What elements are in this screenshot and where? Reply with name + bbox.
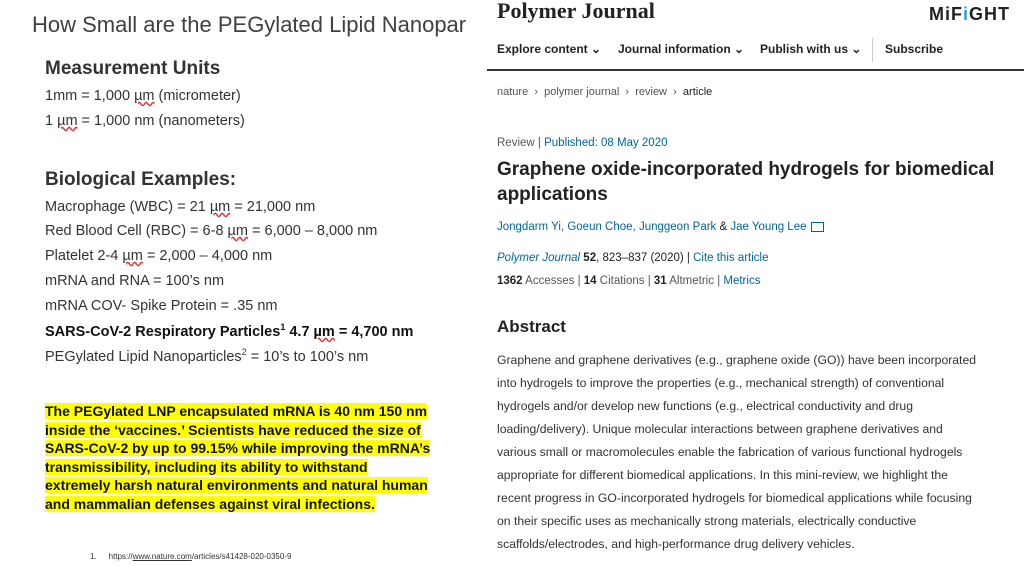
breadcrumb-review[interactable]: review	[635, 86, 668, 98]
nav-divider	[872, 38, 873, 62]
article-screenshot	[487, 0, 1024, 566]
journal-logo[interactable]: Polymer Journal	[497, 0, 655, 23]
abstract-line: various small or macromolecules enable the fabrication of various functional hydrogels	[497, 445, 963, 459]
mail-icon[interactable]	[811, 222, 824, 232]
author-link[interactable]: Junggeon Park	[638, 221, 717, 233]
author-link[interactable]: Goeun Choe	[567, 221, 633, 233]
measurement-units-heading: Measurement Units	[45, 58, 221, 79]
mifight-logo: MiFiGHT	[928, 4, 1010, 24]
nav-explore-content[interactable]: Explore content ⌄	[497, 42, 602, 56]
author-link[interactable]: Jae Young Lee	[730, 221, 807, 233]
abstract-line: scaffolds/electrodes, and high-performance drug delivery vehicles.	[497, 537, 855, 551]
breadcrumb-polymer-journal[interactable]: polymer journal	[544, 86, 620, 98]
nav-journal-information[interactable]: Journal information ⌄	[618, 42, 745, 56]
nav-publish-with-us[interactable]: Publish with us ⌄	[760, 42, 862, 56]
breadcrumb-nature[interactable]: nature	[497, 86, 529, 98]
slide-title: How Small are the PEGylated Lipid Nanopar	[32, 12, 467, 37]
chevron-right-icon: ›	[622, 86, 633, 98]
footnote-link[interactable]: www.nature.com	[132, 552, 192, 561]
breadcrumb-article: article	[682, 86, 713, 98]
abstract-heading: Abstract	[497, 317, 566, 336]
highlighted-statement: The PEGylated LNP encapsulated mRNA is 40 nm 150 nm inside the ‘vaccines.’ Scientists have reduced the size of SARS-CoV-2 by up to 99.15% while improving the mRNA’s transmissibility, including its ability to withstand extremely harsh natural environments and natural human and mammalian defenses against viral infections.	[45, 403, 431, 512]
chevron-down-icon: ⌄	[591, 42, 602, 56]
journal-name-link[interactable]: Polymer Journal	[497, 252, 581, 264]
peg-nanoparticles-line: PEGylated Lipid Nanoparticles$^2$ = 10’s to 100’s nm	[45, 347, 369, 365]
chevron-right-icon: ›	[670, 86, 680, 98]
chevron-down-icon: ⌄	[734, 42, 745, 56]
article-meta: Review | Published: 08 May 2020	[497, 137, 668, 149]
breadcrumb	[497, 86, 712, 98]
author-link[interactable]: Jongdarm Yi	[497, 221, 561, 233]
abstract-line: recent progress in GO-incorporated hydrogels for biomedical applications while focusing	[497, 491, 972, 505]
biological-examples-heading: Biological Examples:	[45, 169, 237, 190]
abstract-line: into hydrogels to improve the properties (e.g., mechanical strength) of conventional	[497, 376, 945, 390]
journal-nav	[487, 33, 1024, 71]
unit-line: 1 µm = 1,000 nm (nanometers)	[45, 113, 245, 129]
abstract-line: appropriate for different biomedical applications. In this mini-review, we highlight the	[497, 468, 948, 482]
abstract-line: hydrogels and/or develop new functions (e.g., electrical conductivity and drug	[497, 399, 913, 413]
metrics-link[interactable]: Metrics	[723, 275, 761, 287]
unit-line: 1mm = 1,000 µm (micrometer)	[45, 88, 241, 104]
example-line: mRNA COV- Spike Protein = .35 nm	[45, 298, 278, 314]
article-title: Graphene oxide-incorporated hydrogels for biomedical applications	[497, 159, 995, 205]
abstract-line: on their specific uses as mechanically strong materials, electrically conductive	[497, 514, 917, 528]
nav-subscribe[interactable]: Subscribe	[885, 42, 944, 56]
abstract-line: loading/delivery). Unique molecular interactions between graphene derivatives and	[497, 422, 943, 436]
article-metrics: 1362 Accesses | 14 Citations | 31 Altmetric | Metrics	[497, 275, 761, 287]
chevron-down-icon: ⌄	[851, 42, 862, 56]
example-line: Macrophage (WBC) = 21 µm = 21,000 nm	[45, 199, 316, 215]
cite-this-article-link[interactable]: Cite this article	[693, 252, 769, 264]
citation-line: Polymer Journal 52, 823–837 (2020) | Cite this article	[497, 252, 769, 264]
example-line: Platelet 2-4 µm = 2,000 – 4,000 nm	[45, 248, 273, 264]
footnote: 1. https://www.nature.com/articles/s41428-020-0350-9	[90, 552, 292, 561]
abstract-line: Graphene and graphene derivatives (e.g., graphene oxide (GO)) have been incorporated	[497, 353, 977, 367]
example-line: mRNA and RNA = 100’s nm	[45, 273, 225, 289]
author-list: Jongdarm Yi, Goeun Choe, Junggeon Park & Jae Young Lee	[497, 221, 824, 233]
sars-particles-line: SARS-CoV-2 Respiratory Particles$^1$ 4.7 µm = 4,700 nm	[45, 322, 414, 340]
chevron-right-icon: ›	[531, 86, 542, 98]
example-line: Red Blood Cell (RBC) = 6-8 µm = 6,000 – 8,000 nm	[45, 223, 378, 239]
